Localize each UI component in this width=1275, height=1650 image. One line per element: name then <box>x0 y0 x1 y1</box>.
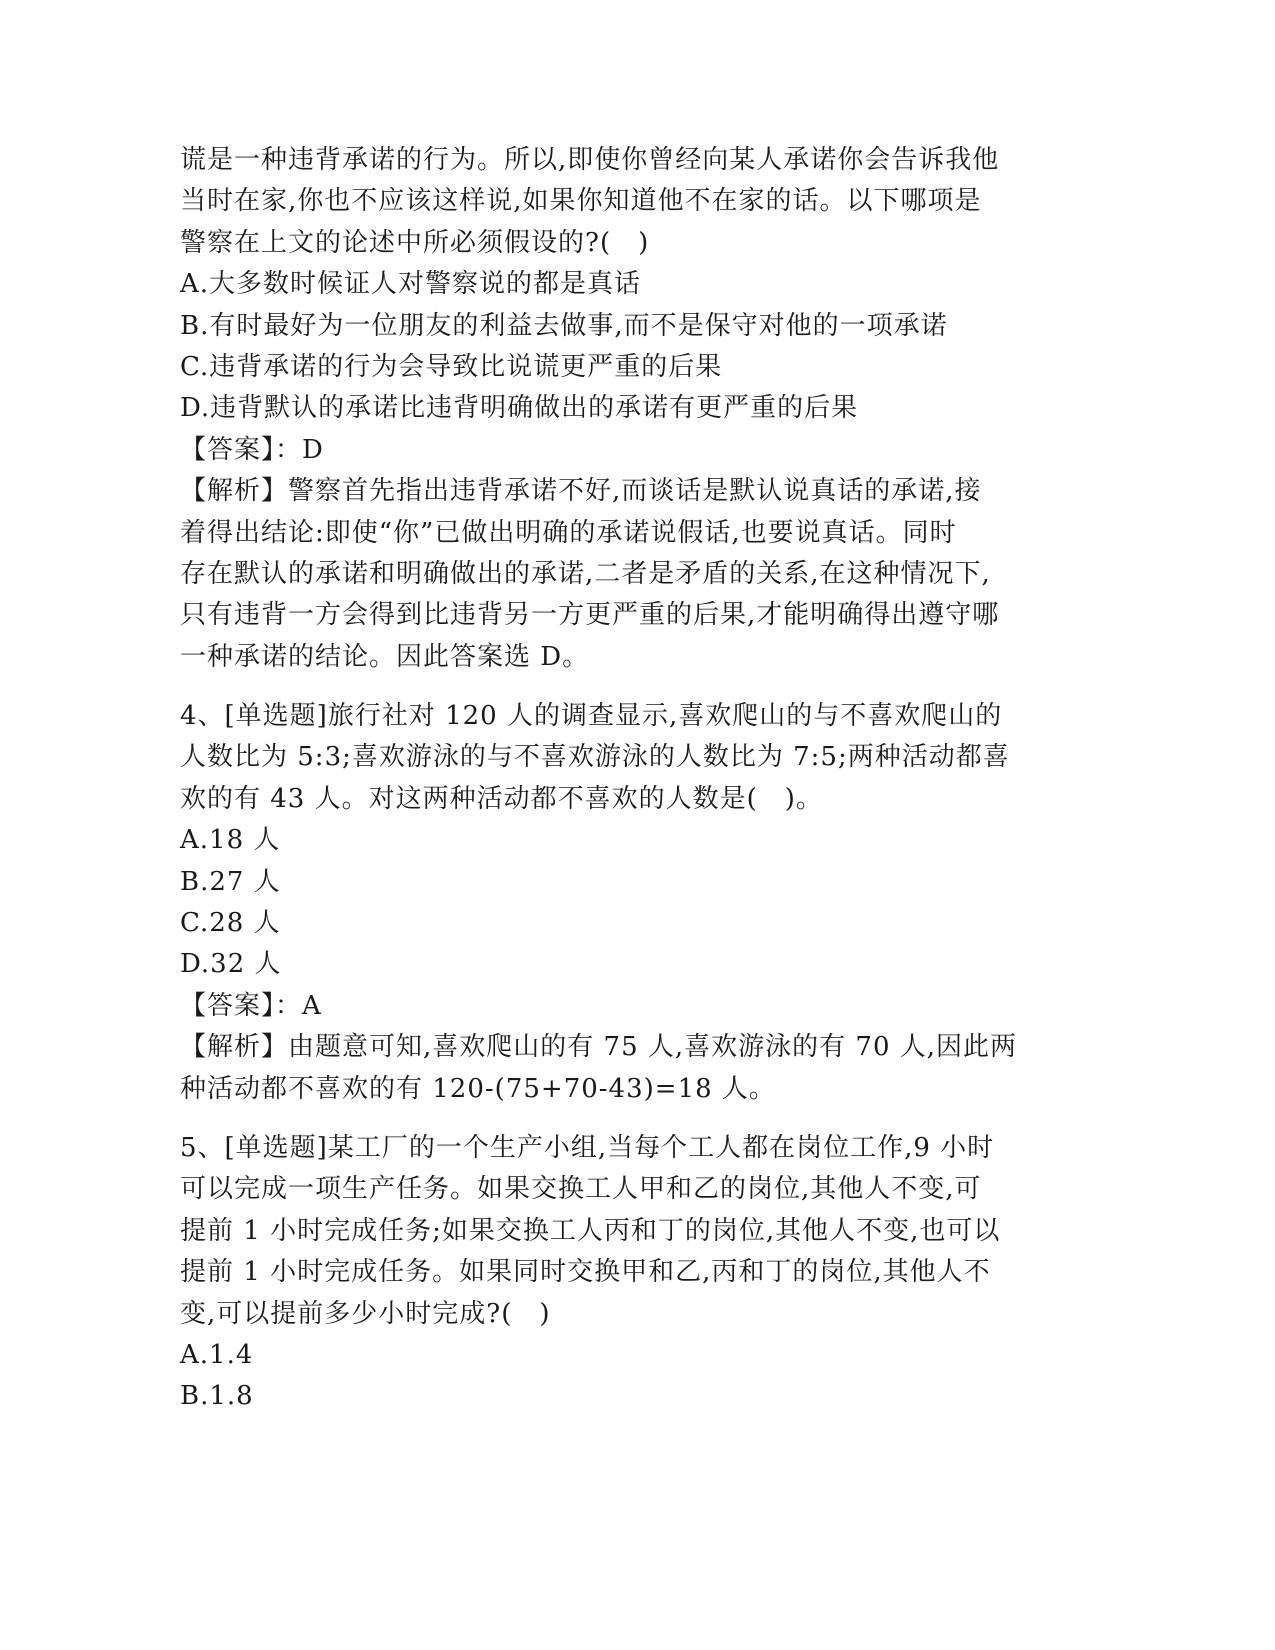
question-3-analysis-line: 一种承诺的结论。因此答案选 D。 <box>180 641 590 672</box>
question-5-stem-line: 5、[单选题]某工厂的一个生产小组,当每个工人都在岗位工作,9 小时 <box>180 1132 995 1163</box>
question-3-stem-line: 谎是一种违背承诺的行为。所以,即使你曾经向某人承诺你会告诉我他 <box>180 145 1000 175</box>
question-4-stem-line: 4、[单选题]旅行社对 120 人的调查显示,喜欢爬山的与不喜欢爬山的 <box>180 701 1003 732</box>
question-4-option-a: A.18 人 <box>180 825 281 856</box>
question-5-stem-line: 提前 1 小时完成任务。如果同时交换甲和乙,丙和丁的岗位,其他人不 <box>180 1257 991 1288</box>
question-spacer <box>180 1110 1040 1128</box>
question-4-block <box>180 696 1040 1110</box>
question-4-stem-line: 人数比为 5:3;喜欢游泳的与不喜欢游泳的人数比为 7:5;两种活动都喜 <box>180 742 1010 773</box>
question-3-option-b: B.有时最好为一位朋友的利益去做事,而不是保守对他的一项承诺 <box>180 310 948 341</box>
question-5-block <box>180 1128 1040 1418</box>
question-5-option-b: B.1.8 <box>180 1381 254 1412</box>
question-5-option-a: A.1.4 <box>180 1339 254 1370</box>
document-page <box>180 140 1040 1418</box>
question-3-analysis-line: 只有违背一方会得到比违背另一方更严重的后果,才能明确得出遵守哪 <box>180 600 1000 631</box>
question-spacer <box>180 678 1040 696</box>
question-3-stem-line: 当时在家,你也不应该这样说,如果你知道他不在家的话。以下哪项是 <box>180 186 982 217</box>
question-3-analysis-line: 【解析】警察首先指出违背承诺不好,而谈话是默认说真话的承诺,接 <box>180 476 982 507</box>
question-5-stem-line: 可以完成一项生产任务。如果交换工人甲和乙的岗位,其他人不变,可 <box>180 1174 982 1205</box>
question-4-option-d: D.32 人 <box>180 949 282 980</box>
question-3-block <box>180 140 1040 678</box>
question-4-option-b: B.27 人 <box>180 866 281 897</box>
question-3-option-d: D.违背默认的承诺比违背明确做出的承诺有更严重的后果 <box>180 393 859 424</box>
question-3-option-c: C.违背承诺的行为会导致比说谎更严重的后果 <box>180 351 723 382</box>
question-3-option-a: A.大多数时候证人对警察说的都是真话 <box>180 269 642 300</box>
question-5-stem-line: 提前 1 小时完成任务;如果交换工人丙和丁的岗位,其他人不变,也可以 <box>180 1215 1001 1246</box>
question-3-analysis-line: 着得出结论:即使“你”已做出明确的承诺说假话,也要说真话。同时 <box>180 517 957 548</box>
question-3-analysis-line: 存在默认的承诺和明确做出的承诺,二者是矛盾的关系,在这种情况下, <box>180 558 991 589</box>
question-4-stem-line: 欢的有 43 人。对这两种活动都不喜欢的人数是( )。 <box>180 783 823 814</box>
question-3-answer: 【答案】：D <box>180 434 324 465</box>
question-4-option-c: C.28 人 <box>180 908 281 939</box>
question-4-analysis-line: 【解析】由题意可知,喜欢爬山的有 75 人,喜欢游泳的有 70 人,因此两 <box>180 1032 1018 1063</box>
question-3-stem-line: 警察在上文的论述中所必须假设的?( ) <box>180 227 650 258</box>
question-4-analysis-line: 种活动都不喜欢的有 120-(75+70-43)=18 人。 <box>180 1073 776 1104</box>
question-5-stem-line: 变,可以提前多少小时完成?( ) <box>180 1298 551 1329</box>
question-4-answer: 【答案】：A <box>180 990 322 1021</box>
